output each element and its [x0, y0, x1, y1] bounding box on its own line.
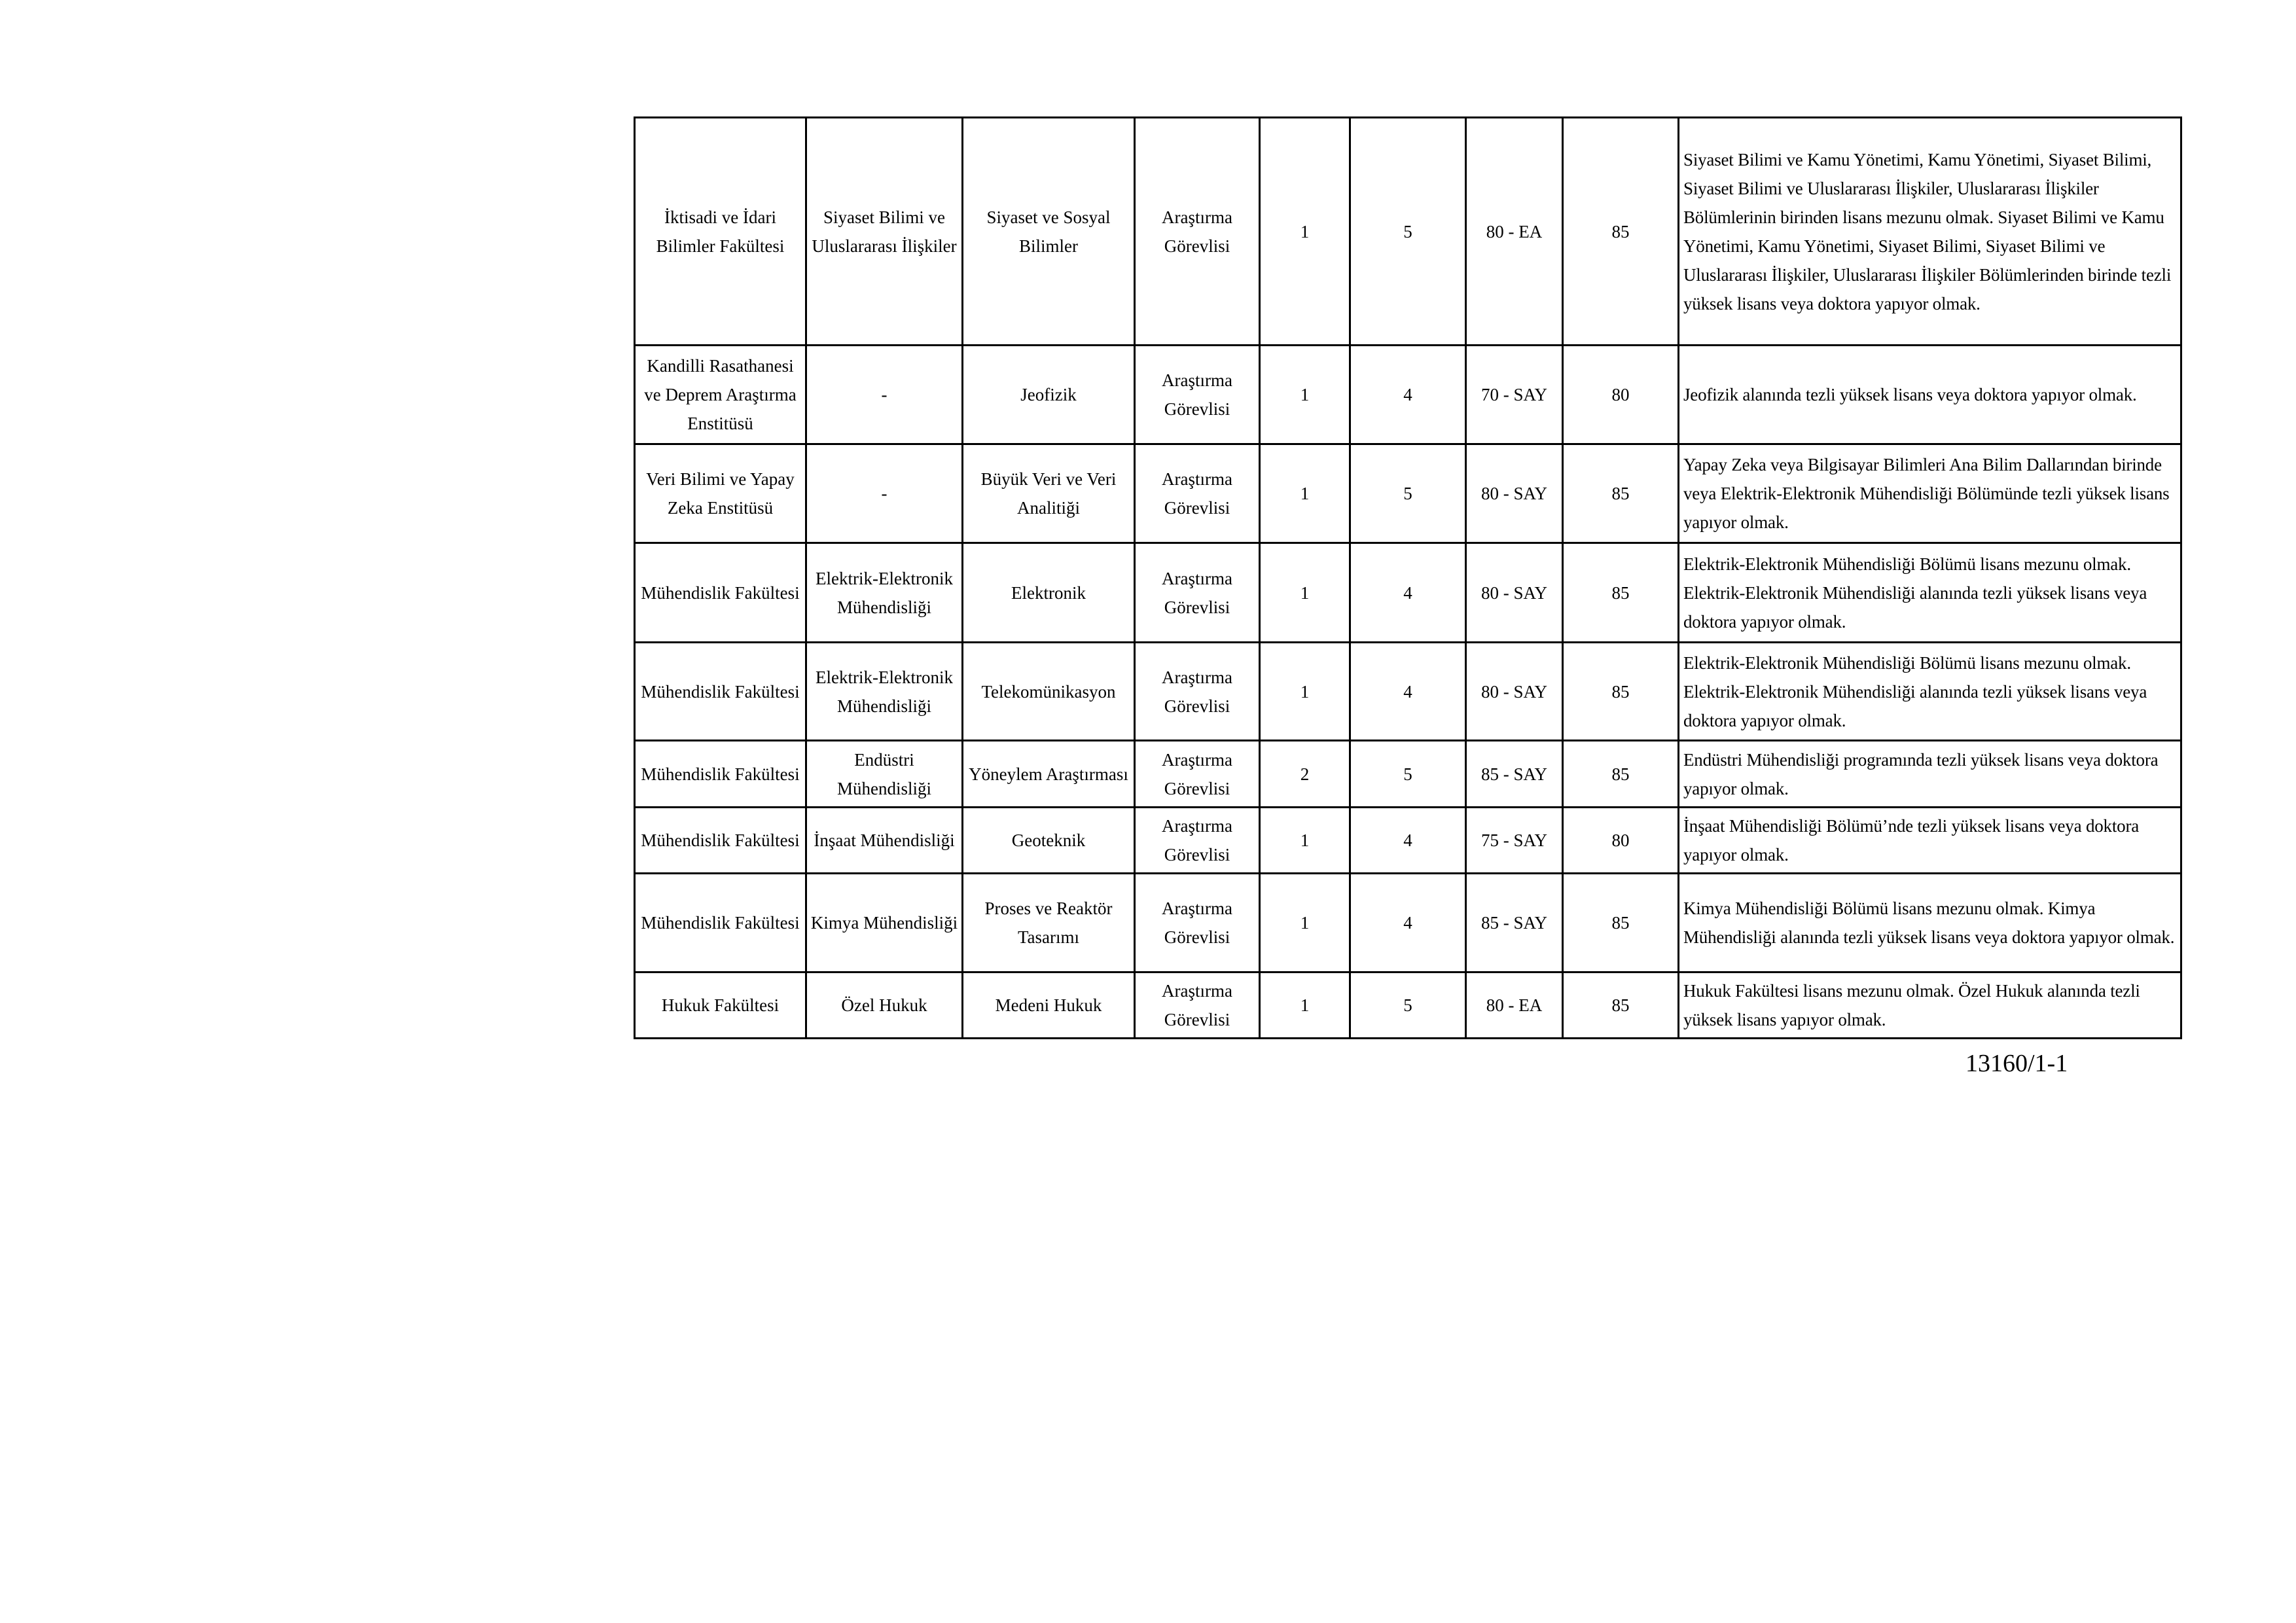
position-listing-table: [634, 116, 2182, 1039]
language-score-cell: 85: [1563, 741, 1679, 808]
requirements-cell: Elektrik-Elektronik Mühendisliği Bölümü lisans mezunu olmak. Elektrik-Elektronik Mühendisliği alanında tezli yüksek lisans veya doktora yapıyor olmak.: [1679, 643, 2181, 741]
degree-cell: 4: [1350, 808, 1466, 874]
position-count-cell: 2: [1260, 741, 1350, 808]
requirements-cell: Jeofizik alanında tezli yüksek lisans veya doktora yapıyor olmak.: [1679, 346, 2181, 444]
degree-cell: 5: [1350, 741, 1466, 808]
faculty-cell: Veri Bilimi ve Yapay Zeka Enstitüsü: [635, 444, 806, 543]
position-count-cell: 1: [1260, 643, 1350, 741]
ales-score-cell: 80 - EA: [1466, 972, 1563, 1039]
table-row: [635, 444, 2181, 543]
language-score-cell: 80: [1563, 346, 1679, 444]
title-cell: Araştırma Görevlisi: [1135, 874, 1260, 972]
ales-score-cell: 85 - SAY: [1466, 741, 1563, 808]
faculty-cell: Mühendislik Fakültesi: [635, 741, 806, 808]
degree-cell: 5: [1350, 118, 1466, 346]
title-cell: Araştırma Görevlisi: [1135, 643, 1260, 741]
table-row: [635, 118, 2181, 346]
requirements-cell: Yapay Zeka veya Bilgisayar Bilimleri Ana Bilim Dallarından birinde veya Elektrik-Elektronik Mühendisliği Bölümünde tezli yüksek lisans yapıyor olmak.: [1679, 444, 2181, 543]
position-count-cell: 1: [1260, 444, 1350, 543]
major-field-cell: Geoteknik: [963, 808, 1135, 874]
title-cell: Araştırma Görevlisi: [1135, 118, 1260, 346]
requirements-cell: Elektrik-Elektronik Mühendisliği Bölümü lisans mezunu olmak. Elektrik-Elektronik Mühendisliği alanında tezli yüksek lisans veya doktora yapıyor olmak.: [1679, 543, 2181, 643]
degree-cell: 4: [1350, 874, 1466, 972]
position-count-cell: 1: [1260, 543, 1350, 643]
position-count-cell: 1: [1260, 808, 1350, 874]
ales-score-cell: 75 - SAY: [1466, 808, 1563, 874]
department-cell: İnşaat Mühendisliği: [806, 808, 963, 874]
major-field-cell: Siyaset ve Sosyal Bilimler: [963, 118, 1135, 346]
faculty-cell: Mühendislik Fakültesi: [635, 543, 806, 643]
title-cell: Araştırma Görevlisi: [1135, 808, 1260, 874]
major-field-cell: Jeofizik: [963, 346, 1135, 444]
degree-cell: 4: [1350, 543, 1466, 643]
language-score-cell: 85: [1563, 972, 1679, 1039]
position-count-cell: 1: [1260, 118, 1350, 346]
requirements-cell: Endüstri Mühendisliği programında tezli yüksek lisans veya doktora yapıyor olmak.: [1679, 741, 2181, 808]
major-field-cell: Medeni Hukuk: [963, 972, 1135, 1039]
department-cell: Elektrik-Elektronik Mühendisliği: [806, 643, 963, 741]
requirements-cell: Siyaset Bilimi ve Kamu Yönetimi, Kamu Yönetimi, Siyaset Bilimi, Siyaset Bilimi ve Uluslararası İlişkiler, Uluslararası İlişkiler Bölümlerinin birinden lisans mezunu olmak. Siyaset Bilimi ve Kamu Yönetimi, Kamu Yönetimi, Siyaset Bilimi, Siyaset Bilimi ve Uluslararası İlişkiler, Uluslararası İlişkiler Bölümlerinden birinde tezli yüksek lisans veya doktora yapıyor olmak.: [1679, 118, 2181, 346]
ales-score-cell: 80 - SAY: [1466, 543, 1563, 643]
faculty-cell: Kandilli Rasathanesi ve Deprem Araştırma Enstitüsü: [635, 346, 806, 444]
requirements-cell: Hukuk Fakültesi lisans mezunu olmak. Özel Hukuk alanında tezli yüksek lisans yapıyor olmak.: [1679, 972, 2181, 1039]
department-cell: -: [806, 346, 963, 444]
table-row: [635, 741, 2181, 808]
table-row: [635, 972, 2181, 1039]
department-cell: -: [806, 444, 963, 543]
department-cell: Siyaset Bilimi ve Uluslararası İlişkiler: [806, 118, 963, 346]
language-score-cell: 85: [1563, 543, 1679, 643]
title-cell: Araştırma Görevlisi: [1135, 444, 1260, 543]
faculty-cell: Hukuk Fakültesi: [635, 972, 806, 1039]
position-count-cell: 1: [1260, 346, 1350, 444]
position-count-cell: 1: [1260, 874, 1350, 972]
table-row: [635, 543, 2181, 643]
page-reference-number: 13160/1-1: [1965, 1050, 2068, 1077]
table-row: [635, 874, 2181, 972]
major-field-cell: Yöneylem Araştırması: [963, 741, 1135, 808]
language-score-cell: 85: [1563, 643, 1679, 741]
language-score-cell: 85: [1563, 444, 1679, 543]
title-cell: Araştırma Görevlisi: [1135, 741, 1260, 808]
faculty-cell: Mühendislik Fakültesi: [635, 643, 806, 741]
department-cell: Elektrik-Elektronik Mühendisliği: [806, 543, 963, 643]
title-cell: Araştırma Görevlisi: [1135, 543, 1260, 643]
language-score-cell: 80: [1563, 808, 1679, 874]
faculty-cell: Mühendislik Fakültesi: [635, 808, 806, 874]
major-field-cell: Telekomünikasyon: [963, 643, 1135, 741]
degree-cell: 4: [1350, 346, 1466, 444]
title-cell: Araştırma Görevlisi: [1135, 972, 1260, 1039]
major-field-cell: Proses ve Reaktör Tasarımı: [963, 874, 1135, 972]
ales-score-cell: 80 - SAY: [1466, 444, 1563, 543]
requirements-cell: İnşaat Mühendisliği Bölümü’nde tezli yüksek lisans veya doktora yapıyor olmak.: [1679, 808, 2181, 874]
department-cell: Özel Hukuk: [806, 972, 963, 1039]
faculty-cell: İktisadi ve İdari Bilimler Fakültesi: [635, 118, 806, 346]
department-cell: Endüstri Mühendisliği: [806, 741, 963, 808]
language-score-cell: 85: [1563, 118, 1679, 346]
degree-cell: 5: [1350, 444, 1466, 543]
table-row: [635, 808, 2181, 874]
language-score-cell: 85: [1563, 874, 1679, 972]
major-field-cell: Elektronik: [963, 543, 1135, 643]
ales-score-cell: 80 - SAY: [1466, 643, 1563, 741]
table-row: [635, 643, 2181, 741]
ales-score-cell: 80 - EA: [1466, 118, 1563, 346]
degree-cell: 5: [1350, 972, 1466, 1039]
ales-score-cell: 70 - SAY: [1466, 346, 1563, 444]
department-cell: Kimya Mühendisliği: [806, 874, 963, 972]
requirements-cell: Kimya Mühendisliği Bölümü lisans mezunu olmak. Kimya Mühendisliği alanında tezli yüksek lisans veya doktora yapıyor olmak.: [1679, 874, 2181, 972]
faculty-cell: Mühendislik Fakültesi: [635, 874, 806, 972]
position-count-cell: 1: [1260, 972, 1350, 1039]
table-row: [635, 346, 2181, 444]
title-cell: Araştırma Görevlisi: [1135, 346, 1260, 444]
table-body: [635, 118, 2181, 1039]
degree-cell: 4: [1350, 643, 1466, 741]
major-field-cell: Büyük Veri ve Veri Analitiği: [963, 444, 1135, 543]
ales-score-cell: 85 - SAY: [1466, 874, 1563, 972]
